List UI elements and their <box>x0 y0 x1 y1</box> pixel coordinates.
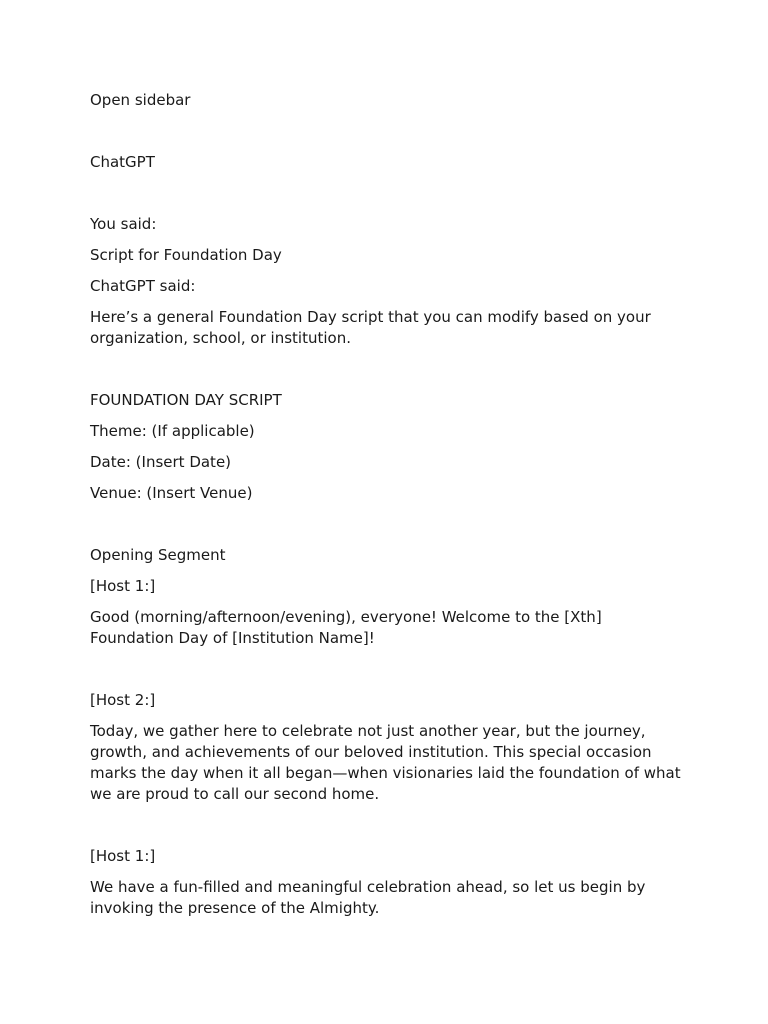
script-date: Date: (Insert Date) <box>90 453 232 471</box>
host1b-label: [Host 1:] <box>90 847 156 865</box>
host2-line: Today, we gather here to celebrate not just another year, but the journey, growth, and achievements of our beloved institution. This special occasion marks the day when it all began—when visionaries laid the foundation of what we are proud to call our second home. <box>90 722 681 803</box>
segment-title: Opening Segment <box>90 546 226 564</box>
open-sidebar-link[interactable]: Open sidebar <box>90 91 191 109</box>
host1-label: [Host 1:] <box>90 577 156 595</box>
user-message: Script for Foundation Day <box>90 246 282 264</box>
assistant-intro: Here’s a general Foundation Day script that you can modify based on your organization, school, or institution. <box>90 308 651 347</box>
assistant-label: ChatGPT said: <box>90 277 196 295</box>
host1b-line: We have a fun-filled and meaningful celebration ahead, so let us begin by invoking the presence of the Almighty. <box>90 878 646 917</box>
document-page <box>90 90 690 919</box>
app-name: ChatGPT <box>90 153 155 171</box>
script-title: FOUNDATION DAY SCRIPT <box>90 391 282 409</box>
script-venue: Venue: (Insert Venue) <box>90 484 253 502</box>
user-label: You said: <box>90 215 157 233</box>
script-theme: Theme: (If applicable) <box>90 422 255 440</box>
host2-label: [Host 2:] <box>90 691 156 709</box>
host1-line: Good (morning/afternoon/evening), everyone! Welcome to the [Xth] Foundation Day of [Institution Name]! <box>90 608 602 647</box>
